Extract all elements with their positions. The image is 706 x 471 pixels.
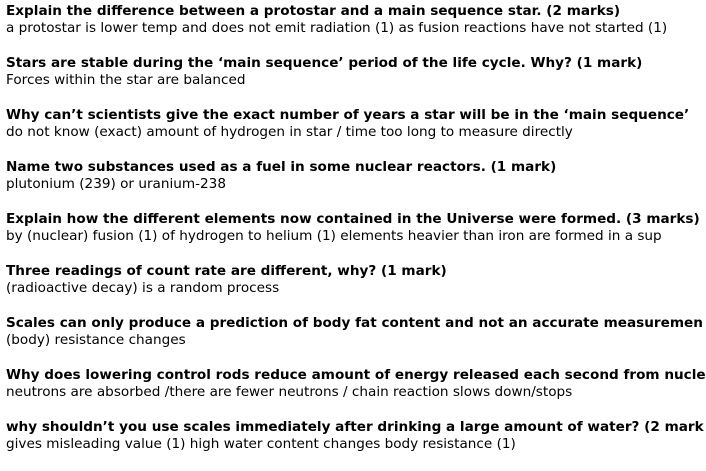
answer-text: gives misleading value (1) high water content changes body resistance (1) — [6, 436, 516, 452]
answer-text: Forces within the star are balanced — [6, 72, 246, 88]
answer-text: neutrons are absorbed /there are fewer neutrons / chain reaction slows down/stops — [6, 384, 573, 400]
qa-item — [6, 263, 646, 297]
question-text: Scales can only produce a prediction of body fat content and not an accurate measuremen — [6, 315, 703, 331]
answer-text: (radioactive decay) is a random process — [6, 280, 280, 296]
answer-text: plutonium (239) or uranium-238 — [6, 176, 226, 192]
question-text: Explain how the different elements now contained in the Universe were formed. (3 marks) — [6, 211, 700, 227]
qa-item — [6, 3, 668, 37]
question-text: Explain the difference between a protostar and a main sequence star. (2 marks) — [6, 3, 621, 19]
question-text: Why can’t scientists give the exact number of years a star will be in the ‘main sequence’ — [6, 107, 690, 123]
answer-text: do not know (exact) amount of hydrogen in star / time too long to measure directly — [6, 124, 573, 140]
question-text: Stars are stable during the ‘main sequence’ period of the life cycle. Why? (1 mark) — [6, 55, 643, 71]
question-text: Name two substances used as a fuel in some nuclear reactors. (1 mark) — [6, 159, 557, 175]
qa-item — [6, 367, 706, 401]
answer-text: (body) resistance changes — [6, 332, 186, 348]
qa-item — [6, 159, 646, 193]
qa-item — [6, 419, 704, 453]
qa-item — [6, 315, 703, 349]
question-text: why shouldn’t you use scales immediately after drinking a large amount of water? (2 mark — [6, 419, 704, 435]
question-answer-document — [6, 3, 706, 471]
qa-item — [6, 55, 646, 89]
question-text: Three readings of count rate are different, why? (1 mark) — [6, 263, 447, 279]
answer-text: a protostar is lower temp and does not emit radiation (1) as fusion reactions have not started (1) — [6, 20, 668, 36]
qa-item — [6, 211, 700, 245]
qa-item — [6, 107, 690, 141]
question-text: Why does lowering control rods reduce amount of energy released each second from nucle — [6, 367, 706, 383]
answer-text: by (nuclear) fusion (1) of hydrogen to helium (1) elements heavier than iron are formed in a sup — [6, 228, 662, 244]
